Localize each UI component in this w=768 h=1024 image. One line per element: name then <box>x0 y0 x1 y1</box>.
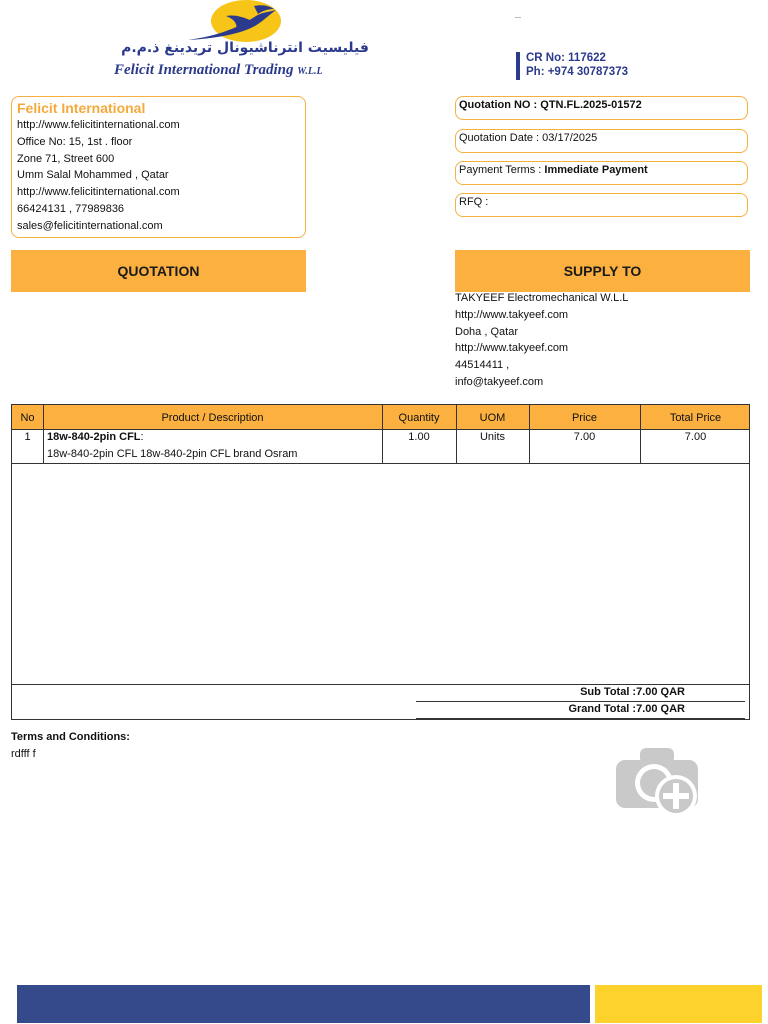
client-city: Doha , Qatar <box>455 325 518 338</box>
row-divider <box>12 463 749 464</box>
supply-to-header: SUPPLY TO <box>455 250 750 292</box>
row-quantity: 1.00 <box>408 431 430 443</box>
company-logo <box>108 0 378 82</box>
terms-title: Terms and Conditions: <box>11 731 130 743</box>
row-description: 18w-840-2pin CFL 18w-840-2pin CFL brand Osram <box>47 448 298 460</box>
column-header-quantity: Quantity <box>398 412 440 424</box>
terms-body: rdfff f <box>11 748 36 760</box>
product-name: 18w-840-2pin CFL <box>47 431 141 443</box>
company-name: Felicit International <box>17 100 146 116</box>
cr-block <box>516 52 696 80</box>
grand-total-underline <box>416 718 745 719</box>
row-no: 1 <box>24 431 31 443</box>
row-price: 7.00 <box>573 431 596 443</box>
logo-english-name: Felicit International Trading <box>114 62 294 78</box>
company-city: Umm Salal Mohammed , Qatar <box>17 169 169 182</box>
row-product-name <box>47 431 144 443</box>
items-table <box>11 404 750 720</box>
client-website-2: http://www.takyeef.com <box>455 342 569 355</box>
logo-arabic-text: فيليسيت انترناشيونال تريدينغ ذ.م.م <box>121 40 369 56</box>
company-zone: Zone 71, Street 600 <box>17 152 115 165</box>
logo-english-suffix: W.L.L <box>297 66 323 77</box>
company-address-box <box>11 96 306 238</box>
rfq-field <box>455 193 748 217</box>
client-email: info@takyeef.com <box>455 375 544 388</box>
client-website: http://www.takyeef.com <box>455 308 569 321</box>
totals-divider <box>12 684 749 685</box>
rfq-label: RFQ : <box>459 196 489 208</box>
payment-terms-value: Immediate Payment <box>544 164 648 176</box>
supply-to-address <box>455 290 750 391</box>
quotation-number-value: QTN.FL.2025-01572 <box>540 99 642 111</box>
footer-bar-blue <box>17 985 590 1023</box>
camera-plus-icon <box>614 748 700 818</box>
cr-number: CR No: 117622 <box>526 52 606 64</box>
footer-bar-yellow <box>595 985 762 1023</box>
quotation-date-label: Quotation Date : <box>459 132 543 144</box>
column-header-uom: UOM <box>479 412 506 424</box>
quotation-header: QUOTATION <box>11 250 306 292</box>
quotation-date-field <box>455 129 748 153</box>
logo-english-text <box>114 62 323 79</box>
quotation-number-label: Quotation NO : <box>459 99 541 111</box>
company-email: sales@felicitinternational.com <box>17 219 163 232</box>
row-total-price: 7.00 <box>684 431 707 443</box>
sub-total: Sub Total :7.00 QAR <box>580 686 685 698</box>
company-office: Office No: 15, 1st . floor <box>17 135 133 148</box>
company-phone: Ph: +974 30787373 <box>526 65 628 78</box>
column-header-price: Price <box>571 412 598 424</box>
payment-terms-field <box>455 161 748 185</box>
column-header-total-price: Total Price <box>669 412 722 424</box>
quotation-number-field <box>455 96 748 120</box>
column-header-no: No <box>20 412 35 424</box>
quotation-date-value: 03/17/2025 <box>542 132 598 144</box>
client-phone: 44514411 , <box>455 359 510 372</box>
row-uom: Units <box>479 431 506 443</box>
payment-terms-label: Payment Terms : <box>459 164 545 176</box>
company-website: http://www.felicitinternational.com <box>17 119 180 131</box>
company-website-2: http://www.felicitinternational.com <box>17 186 180 199</box>
grand-total: Grand Total :7.00 QAR <box>568 703 685 715</box>
add-photo-button[interactable] <box>614 748 700 818</box>
header-divider-mark <box>515 17 521 18</box>
company-phones: 66424131 , 77989836 <box>17 202 125 215</box>
product-name-colon: : <box>140 431 144 443</box>
sub-total-underline <box>416 701 745 702</box>
column-header-product: Product / Description <box>161 412 264 424</box>
client-name: TAKYEEF Electromechanical W.L.L <box>455 292 629 304</box>
